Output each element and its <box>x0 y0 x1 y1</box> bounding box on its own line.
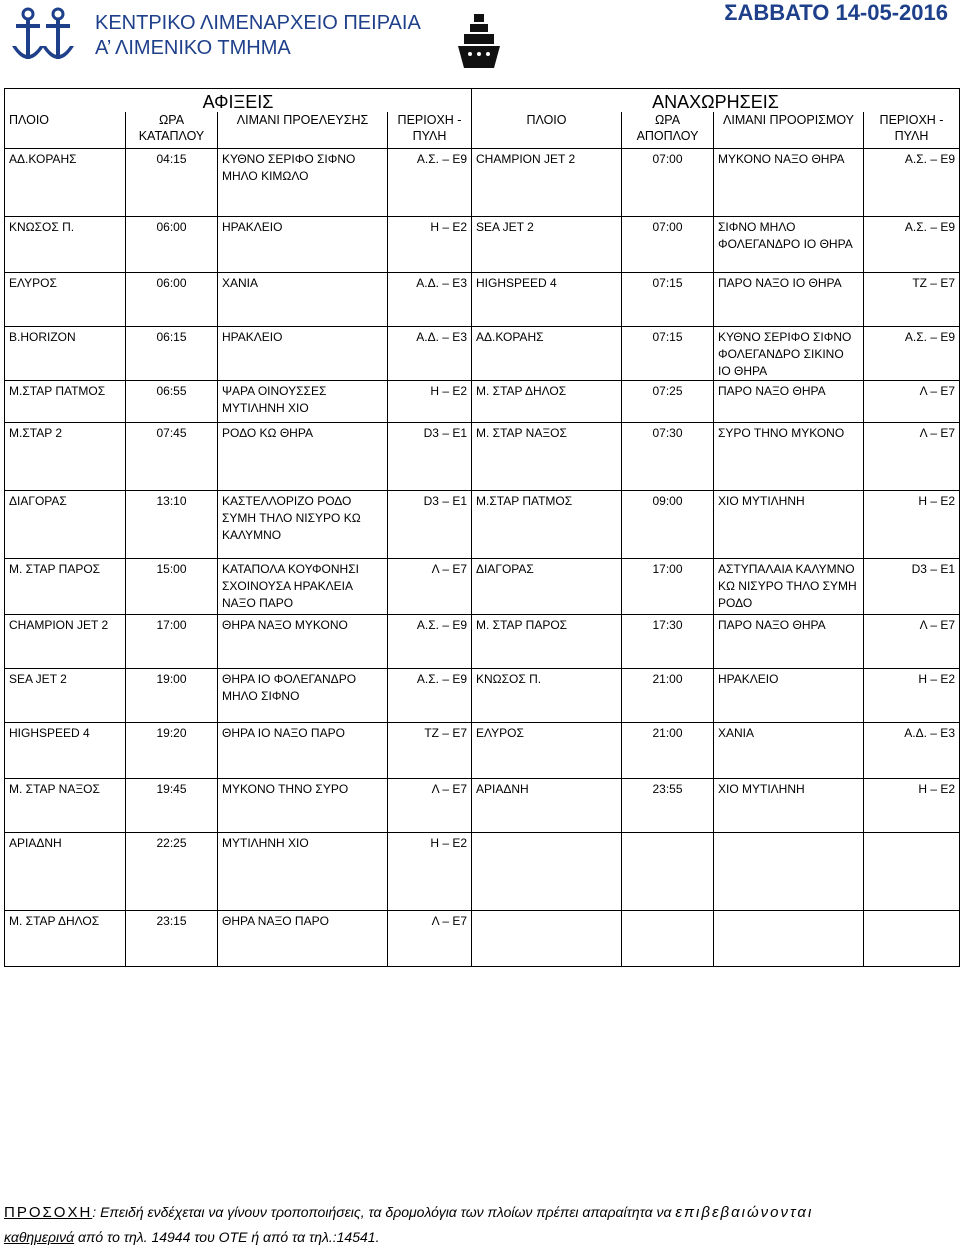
dep-port-cell <box>714 910 864 966</box>
arr-area-cell: Α.Δ. – Ε3 <box>388 326 472 380</box>
arr-port-cell: ΗΡΑΚΛΕΙΟ <box>218 216 388 272</box>
arr-port-cell: ΘΗΡΑ ΙΟ ΝΑΞΟ ΠΑΡΟ <box>218 722 388 778</box>
dep-area-cell <box>864 910 960 966</box>
table-row <box>5 272 960 326</box>
arr-area-cell: Λ – Ε7 <box>388 910 472 966</box>
table-row <box>5 722 960 778</box>
arr-time-cell: 06:55 <box>126 380 218 422</box>
arr-time-cell: 19:20 <box>126 722 218 778</box>
notice-label: ΠΡΟΣΟΧΗ <box>4 1204 93 1221</box>
dep-time-cell: 21:00 <box>622 722 714 778</box>
dep-time-cell: 17:30 <box>622 614 714 668</box>
arr-port-cell: ΡΟΔΟ ΚΩ ΘΗΡΑ <box>218 422 388 490</box>
table-row <box>5 910 960 966</box>
col-arr-ship: ΠΛΟΙΟ <box>5 112 126 148</box>
dep-port-cell <box>714 832 864 910</box>
arr-ship-cell: Μ.ΣΤΑΡ 2 <box>5 422 126 490</box>
arr-ship-cell: ΑΔ.ΚΟΡΑΗΣ <box>5 148 126 216</box>
arr-area-cell: Η – Ε2 <box>388 216 472 272</box>
dep-ship-cell: Μ. ΣΤΑΡ ΔΗΛΟΣ <box>472 380 622 422</box>
arr-time-cell: 17:00 <box>126 614 218 668</box>
arr-time-cell: 15:00 <box>126 558 218 614</box>
arr-port-cell: ΘΗΡΑ ΝΑΞΟ ΠΑΡΟ <box>218 910 388 966</box>
arr-area-cell: D3 – Ε1 <box>388 422 472 490</box>
notice-text-1: : Επειδή ενδέχεται να γίνουν τροποποιήσεις, τα δρομολόγια των πλοίων πρέπει απαραίτητα να <box>92 1204 676 1220</box>
arr-time-cell: 19:00 <box>126 668 218 722</box>
dep-port-cell: ΧΙΟ ΜΥΤΙΛΗΝΗ <box>714 490 864 558</box>
dep-time-cell: 17:00 <box>622 558 714 614</box>
ship-icon <box>456 14 502 70</box>
org-name-line2: Α’ ΛΙΜΕΝΙΚΟ ΤΜΗΜΑ <box>95 37 291 59</box>
dep-port-cell: ΚΥΘΝΟ ΣΕΡΙΦΟ ΣΙΦΝΟ ΦΟΛΕΓΑΝΔΡΟ ΣΙΚΙΝΟ ΙΟ ΘΗΡΑ <box>714 326 864 380</box>
dep-area-cell: Α.Δ. – Ε3 <box>864 722 960 778</box>
dep-ship-cell: ΑΔ.ΚΟΡΑΗΣ <box>472 326 622 380</box>
arr-area-cell: D3 – Ε1 <box>388 490 472 558</box>
dep-ship-cell: ΕΛΥΡΟΣ <box>472 722 622 778</box>
table-row <box>5 558 960 614</box>
anchor-icon <box>6 6 80 72</box>
dep-time-cell: 07:15 <box>622 326 714 380</box>
dep-port-cell: ΗΡΑΚΛΕΙΟ <box>714 668 864 722</box>
arr-area-cell: Η – Ε2 <box>388 832 472 910</box>
dep-port-cell: ΧΑΝΙΑ <box>714 722 864 778</box>
table-row <box>5 614 960 668</box>
arr-area-cell: Λ – Ε7 <box>388 558 472 614</box>
dep-ship-cell <box>472 832 622 910</box>
dep-time-cell: 07:15 <box>622 272 714 326</box>
arr-ship-cell: Μ.ΣΤΑΡ ΠΑΤΜΟΣ <box>5 380 126 422</box>
col-dep-area: ΠΕΡΙΟΧΗ - ΠΥΛΗ <box>864 112 960 148</box>
schedule-date: ΣΑΒΒΑΤΟ 14-05-2016 <box>724 0 948 25</box>
arr-ship-cell: Μ. ΣΤΑΡ ΔΗΛΟΣ <box>5 910 126 966</box>
org-name-line1: ΚΕΝΤΡΙΚΟ ΛΙΜΕΝΑΡΧΕΙΟ ΠΕΙΡΑΙΑ <box>95 12 421 34</box>
arr-port-cell: ΜΥΚΟΝΟ ΤΗΝΟ ΣΥΡΟ <box>218 778 388 832</box>
arr-time-cell: 06:15 <box>126 326 218 380</box>
arr-area-cell: Α.Δ. – Ε3 <box>388 272 472 326</box>
dep-time-cell: 07:25 <box>622 380 714 422</box>
arr-time-cell: 19:45 <box>126 778 218 832</box>
dep-port-cell: ΣΥΡΟ ΤΗΝΟ ΜΥΚΟΝΟ <box>714 422 864 490</box>
dep-area-cell: Λ – Ε7 <box>864 380 960 422</box>
dep-area-cell: Α.Σ. – Ε9 <box>864 326 960 380</box>
col-arr-area: ΠΕΡΙΟΧΗ - ΠΥΛΗ <box>388 112 472 148</box>
table-row <box>5 490 960 558</box>
ferry-schedule-table <box>4 88 960 967</box>
dep-time-cell: 09:00 <box>622 490 714 558</box>
dep-area-cell <box>864 832 960 910</box>
arr-ship-cell: CHAMPION JET 2 <box>5 614 126 668</box>
notice-text-2: από το τηλ. 14944 του ΟΤΕ ή από τα τηλ.:14541. <box>74 1229 380 1245</box>
arr-port-cell: ΚΑΣΤΕΛΛΟΡΙΖΟ ΡΟΔΟ ΣΥΜΗ ΤΗΛΟ ΝΙΣΥΡΟ ΚΩ ΚΑΛΥΜΝΟ <box>218 490 388 558</box>
table-row <box>5 380 960 422</box>
arr-ship-cell: ΚΝΩΣΟΣ Π. <box>5 216 126 272</box>
dep-time-cell: 07:00 <box>622 148 714 216</box>
arr-area-cell: Η – Ε2 <box>388 380 472 422</box>
table-row <box>5 778 960 832</box>
table-row <box>5 422 960 490</box>
arr-ship-cell: B.HORIZON <box>5 326 126 380</box>
col-dep-time: ΩΡΑ ΑΠΟΠΛΟΥ <box>622 112 714 148</box>
arr-area-cell: ΤΖ – Ε7 <box>388 722 472 778</box>
arr-port-cell: ΚΑΤΑΠΟΛΑ ΚΟΥΦΟΝΗΣΙ ΣΧΟΙΝΟΥΣΑ ΗΡΑΚΛΕΙΑ ΝΑΞΟ ΠΑΡΟ <box>218 558 388 614</box>
dep-time-cell: 07:30 <box>622 422 714 490</box>
dep-port-cell: ΜΥΚΟΝΟ ΝΑΞΟ ΘΗΡΑ <box>714 148 864 216</box>
arr-ship-cell: Μ. ΣΤΑΡ ΝΑΞΟΣ <box>5 778 126 832</box>
arr-ship-cell: ΑΡΙΑΔΝΗ <box>5 832 126 910</box>
dep-area-cell: D3 – Ε1 <box>864 558 960 614</box>
col-arr-time: ΩΡΑ ΚΑΤΑΠΛΟΥ <box>126 112 218 148</box>
arr-area-cell: Λ – Ε7 <box>388 778 472 832</box>
dep-area-cell: Η – Ε2 <box>864 778 960 832</box>
notice <box>4 1200 954 1249</box>
dep-ship-cell: HIGHSPEED 4 <box>472 272 622 326</box>
arr-ship-cell: ΕΛΥΡΟΣ <box>5 272 126 326</box>
dep-port-cell: ΑΣΤΥΠΑΛΑΙΑ ΚΑΛΥΜΝΟ ΚΩ ΝΙΣΥΡΟ ΤΗΛΟ ΣΥΜΗ ΡΟΔΟ <box>714 558 864 614</box>
dep-time-cell: 23:55 <box>622 778 714 832</box>
dep-ship-cell: ΑΡΙΑΔΝΗ <box>472 778 622 832</box>
dep-time-cell: 21:00 <box>622 668 714 722</box>
arr-port-cell: ΧΑΝΙΑ <box>218 272 388 326</box>
dep-port-cell: ΧΙΟ ΜΥΤΙΛΗΝΗ <box>714 778 864 832</box>
col-dep-port: ΛΙΜΑΝΙ ΠΡΟΟΡΙΣΜΟΥ <box>714 112 864 148</box>
dep-area-cell: Α.Σ. – Ε9 <box>864 216 960 272</box>
arr-time-cell: 07:45 <box>126 422 218 490</box>
arr-area-cell: Α.Σ. – Ε9 <box>388 614 472 668</box>
dep-ship-cell: ΚΝΩΣΟΣ Π. <box>472 668 622 722</box>
arr-time-cell: 04:15 <box>126 148 218 216</box>
dep-time-cell <box>622 832 714 910</box>
arr-port-cell: ΨΑΡΑ ΟΙΝΟΥΣΣΕΣ ΜΥΤΙΛΗΝΗ ΧΙΟ <box>218 380 388 422</box>
dep-area-cell: Η – Ε2 <box>864 490 960 558</box>
dep-area-cell: Λ – Ε7 <box>864 614 960 668</box>
arr-area-cell: Α.Σ. – Ε9 <box>388 148 472 216</box>
table-row <box>5 832 960 910</box>
arr-time-cell: 06:00 <box>126 272 218 326</box>
dep-time-cell <box>622 910 714 966</box>
dep-ship-cell: CHAMPION JET 2 <box>472 148 622 216</box>
table-row <box>5 216 960 272</box>
arr-time-cell: 22:25 <box>126 832 218 910</box>
notice-underlined: καθημερινά <box>4 1229 75 1245</box>
dep-ship-cell <box>472 910 622 966</box>
arr-port-cell: ΘΗΡΑ ΝΑΞΟ ΜΥΚΟΝΟ <box>218 614 388 668</box>
dep-port-cell: ΠΑΡΟ ΝΑΞΟ ΙΟ ΘΗΡΑ <box>714 272 864 326</box>
dep-area-cell: Η – Ε2 <box>864 668 960 722</box>
dep-ship-cell: Μ. ΣΤΑΡ ΠΑΡΟΣ <box>472 614 622 668</box>
arr-port-cell: ΜΥΤΙΛΗΝΗ ΧΙΟ <box>218 832 388 910</box>
dep-area-cell: Α.Σ. – Ε9 <box>864 148 960 216</box>
dep-ship-cell: ΔΙΑΓΟΡΑΣ <box>472 558 622 614</box>
dep-ship-cell: SEA JET 2 <box>472 216 622 272</box>
arr-port-cell: ΚΥΘΝΟ ΣΕΡΙΦΟ ΣΙΦΝΟ ΜΗΛΟ ΚΙΜΩΛΟ <box>218 148 388 216</box>
arr-ship-cell: ΔΙΑΓΟΡΑΣ <box>5 490 126 558</box>
table-row <box>5 326 960 380</box>
arr-ship-cell: SEA JET 2 <box>5 668 126 722</box>
arr-time-cell: 06:00 <box>126 216 218 272</box>
table-row <box>5 668 960 722</box>
arr-area-cell: Α.Σ. – Ε9 <box>388 668 472 722</box>
dep-ship-cell: Μ.ΣΤΑΡ ΠΑΤΜΟΣ <box>472 490 622 558</box>
col-arr-port: ΛΙΜΑΝΙ ΠΡΟΕΛΕΥΣΗΣ <box>218 112 388 148</box>
arr-port-cell: ΗΡΑΚΛΕΙΟ <box>218 326 388 380</box>
dep-port-cell: ΣΙΦΝΟ ΜΗΛΟ ΦΟΛΕΓΑΝΔΡΟ ΙΟ ΘΗΡΑ <box>714 216 864 272</box>
dep-time-cell: 07:00 <box>622 216 714 272</box>
arr-time-cell: 13:10 <box>126 490 218 558</box>
dep-port-cell: ΠΑΡΟ ΝΑΞΟ ΘΗΡΑ <box>714 380 864 422</box>
arr-ship-cell: HIGHSPEED 4 <box>5 722 126 778</box>
arr-port-cell: ΘΗΡΑ ΙΟ ΦΟΛΕΓΑΝΔΡΟ ΜΗΛΟ ΣΙΦΝΟ <box>218 668 388 722</box>
dep-area-cell: Λ – Ε7 <box>864 422 960 490</box>
notice-emphasis: επιβεβαιώνονται <box>675 1204 814 1221</box>
departures-heading: ΑΝΑΧΩΡΗΣΕΙΣ <box>472 89 960 113</box>
dep-ship-cell: Μ. ΣΤΑΡ ΝΑΞΟΣ <box>472 422 622 490</box>
table-row <box>5 148 960 216</box>
arr-time-cell: 23:15 <box>126 910 218 966</box>
arrivals-heading: ΑΦΙΞΕΙΣ <box>5 89 472 113</box>
dep-port-cell: ΠΑΡΟ ΝΑΞΟ ΘΗΡΑ <box>714 614 864 668</box>
dep-area-cell: ΤΖ – Ε7 <box>864 272 960 326</box>
col-dep-ship: ΠΛΟΙΟ <box>472 112 622 148</box>
arr-ship-cell: Μ. ΣΤΑΡ ΠΑΡΟΣ <box>5 558 126 614</box>
